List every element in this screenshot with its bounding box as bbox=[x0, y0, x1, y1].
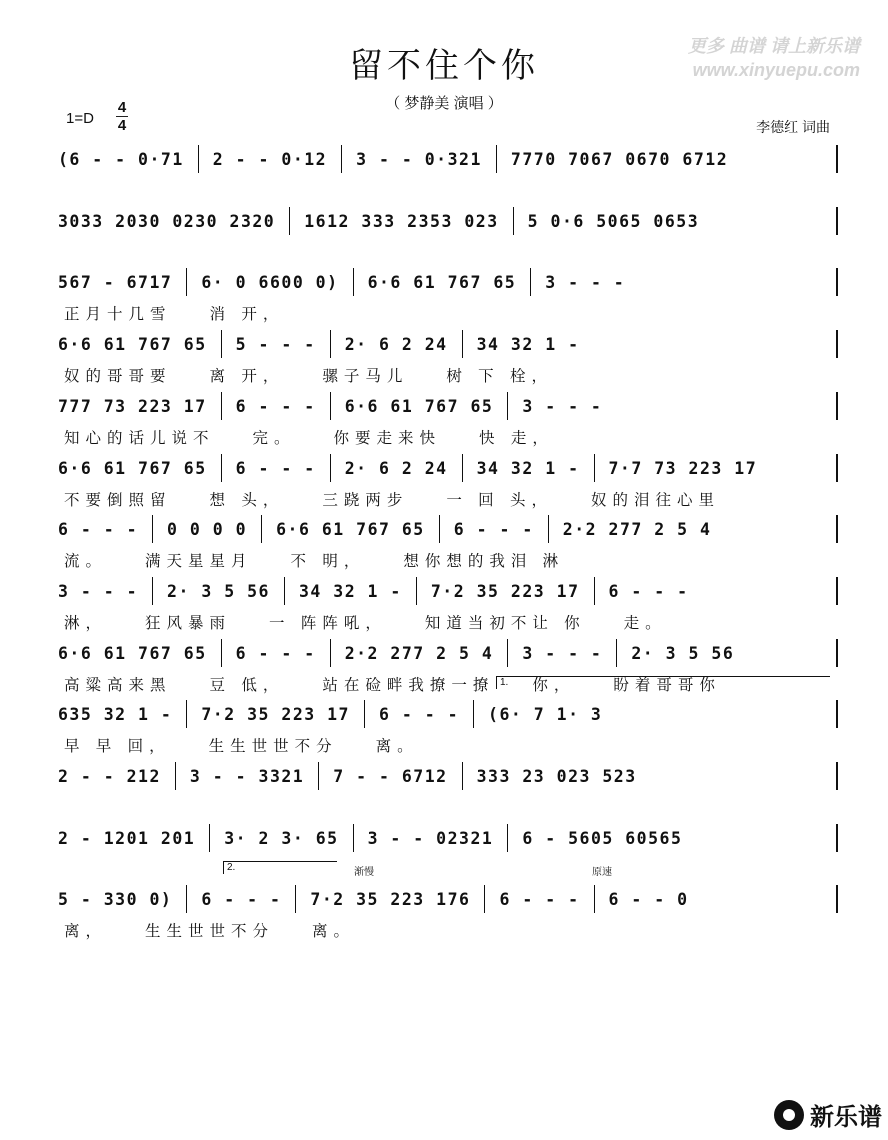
song-title: 留不住个你 bbox=[349, 46, 539, 86]
measure: 3 - - 02321 bbox=[367, 828, 494, 848]
lyrics-line bbox=[58, 364, 838, 386]
lyric-segment: 走。 bbox=[623, 615, 667, 632]
notes-line bbox=[58, 268, 838, 296]
time-top: 4 bbox=[117, 99, 127, 116]
measure: 6 - - - bbox=[499, 889, 580, 909]
notes-line bbox=[58, 330, 838, 358]
barline bbox=[289, 207, 290, 235]
measure: 6 - - 0 bbox=[608, 889, 689, 909]
lyric-segment: 狂风暴雨 bbox=[145, 615, 232, 632]
barline bbox=[548, 515, 549, 543]
barline bbox=[221, 454, 222, 482]
measure: 2· 3 5 56 bbox=[631, 643, 735, 663]
measure: 3 - - - bbox=[522, 643, 603, 663]
measure: 6·6 61 767 65 bbox=[58, 458, 207, 478]
lyric-segment: 知道当初不让 你 bbox=[424, 615, 586, 632]
barline bbox=[439, 515, 440, 543]
lyric-segment: 想你想的我泪 淋 bbox=[403, 553, 565, 570]
record-icon bbox=[774, 1100, 804, 1130]
notes-line bbox=[58, 454, 838, 482]
score-system bbox=[58, 392, 838, 448]
barline bbox=[186, 268, 187, 296]
watermark-line2: www.xinyuepu.com bbox=[692, 60, 860, 80]
score-system bbox=[58, 862, 838, 941]
barline bbox=[198, 145, 199, 173]
tempo-mark: 渐慢 bbox=[354, 867, 374, 878]
barline bbox=[594, 454, 595, 482]
measure: 3033 2030 0230 2320 bbox=[58, 211, 276, 231]
lyric-segment: 想 头， bbox=[209, 492, 285, 509]
barline bbox=[473, 700, 474, 728]
barline bbox=[507, 392, 508, 420]
notes-line bbox=[58, 392, 838, 420]
notes-line bbox=[58, 207, 838, 235]
barline bbox=[594, 885, 595, 913]
score-system bbox=[58, 145, 838, 201]
barline bbox=[209, 824, 210, 852]
score-system bbox=[58, 330, 838, 386]
barline-end bbox=[836, 145, 838, 173]
barline bbox=[513, 207, 514, 235]
measure: 3 - - - bbox=[58, 581, 139, 601]
logo-text: 新乐谱 bbox=[810, 1104, 882, 1131]
barline bbox=[152, 577, 153, 605]
barline bbox=[330, 639, 331, 667]
lyric-segment: 淋， bbox=[64, 615, 108, 632]
lyric-segment: 生生世世不分 bbox=[145, 923, 275, 940]
barline bbox=[152, 515, 153, 543]
measure: 34 32 1 - bbox=[476, 334, 580, 354]
barline bbox=[186, 700, 187, 728]
measure: 2·2 277 2 5 4 bbox=[344, 643, 494, 663]
measure: 7·7 73 223 17 bbox=[608, 458, 758, 478]
notes-line bbox=[58, 145, 838, 173]
measure: 6 - - - bbox=[201, 889, 282, 909]
time-signature bbox=[116, 100, 128, 133]
composer-credit: 李德红 词曲 bbox=[756, 119, 830, 135]
barline bbox=[507, 639, 508, 667]
measure: 1612 333 2353 023 bbox=[304, 211, 499, 231]
lyric-segment: 盼着哥哥你 bbox=[613, 677, 721, 694]
measure: 0 0 0 0 bbox=[167, 519, 248, 539]
barline bbox=[353, 268, 354, 296]
score-system bbox=[58, 824, 838, 880]
measure: 6 - - - bbox=[235, 396, 316, 416]
lyric-segment: 你要走来快 bbox=[333, 430, 442, 447]
barline bbox=[330, 330, 331, 358]
measure: 2· 6 2 24 bbox=[344, 458, 448, 478]
measure: 777 73 223 17 bbox=[58, 396, 207, 416]
barline bbox=[186, 885, 187, 913]
measure: 6·6 61 767 65 bbox=[344, 396, 494, 416]
barline-end bbox=[836, 207, 838, 235]
barline bbox=[341, 145, 342, 173]
measure: 34 32 1 - bbox=[298, 581, 402, 601]
lyric-segment: 你， bbox=[532, 677, 576, 694]
barline bbox=[484, 885, 485, 913]
measure: 3 - - - bbox=[522, 396, 603, 416]
barline bbox=[416, 577, 417, 605]
measure: 635 32 1 - bbox=[58, 704, 173, 724]
measure: 7770 7067 0670 6712 bbox=[510, 149, 729, 169]
barline-end bbox=[836, 885, 838, 913]
score-system bbox=[58, 762, 838, 818]
lyric-segment: 三跷两步 bbox=[322, 492, 409, 509]
score-system bbox=[58, 515, 838, 571]
barline bbox=[318, 762, 319, 790]
notes-line bbox=[58, 700, 838, 728]
lyrics-line bbox=[58, 549, 838, 571]
lyric-segment: 满天星星月 bbox=[145, 553, 253, 570]
notes-line bbox=[58, 762, 838, 790]
lyric-segment: 消 开， bbox=[209, 306, 285, 323]
lyric-segment: 早 早 回， bbox=[64, 738, 171, 755]
score-system bbox=[58, 207, 838, 263]
measure: 6 - - - bbox=[608, 581, 689, 601]
barline bbox=[295, 885, 296, 913]
measure: 6·6 61 767 65 bbox=[58, 334, 207, 354]
lyric-segment: 一 回 头， bbox=[446, 492, 553, 509]
barline bbox=[507, 824, 508, 852]
lyric-segment: 离 开， bbox=[209, 368, 285, 385]
score-system bbox=[58, 454, 838, 510]
barline bbox=[364, 700, 365, 728]
notes-line bbox=[58, 885, 838, 913]
barline bbox=[594, 577, 595, 605]
watermark-line1: 更多 曲谱 请上新乐谱 bbox=[687, 36, 860, 56]
measure: 6 - - - bbox=[378, 704, 460, 724]
lyric-segment: 生生世世不分 bbox=[208, 738, 338, 755]
watermark bbox=[688, 34, 860, 82]
barline bbox=[462, 330, 463, 358]
measure: 2·2 277 2 5 4 bbox=[562, 519, 712, 539]
measure: 2· 6 2 24 bbox=[344, 334, 448, 354]
measure: 6 - - - bbox=[235, 643, 316, 663]
lyric-segment: 不要倒照留 bbox=[64, 492, 172, 509]
lyric-segment: 骡子马儿 bbox=[322, 368, 409, 385]
measure: 6·6 61 767 65 bbox=[276, 519, 425, 539]
lyric-segment: 完。 bbox=[252, 430, 296, 447]
lyric-segment: 站在硷畔我撩一撩 bbox=[322, 677, 495, 694]
time-bottom: 4 bbox=[117, 117, 127, 134]
measure: 3 - - - bbox=[545, 272, 626, 292]
measure: 7·2 35 223 176 bbox=[310, 889, 471, 909]
lyric-segment: 奴的哥哥要 bbox=[64, 368, 172, 385]
measure: 6 - 5605 60565 bbox=[522, 828, 683, 848]
lyric-segment: 一 阵阵吼， bbox=[269, 615, 387, 632]
measure: 333 23 023 523 bbox=[476, 766, 637, 786]
measure: 5 - - - bbox=[235, 334, 316, 354]
lyric-segment: 知心的话儿说不 bbox=[64, 430, 215, 447]
lyrics-line bbox=[58, 302, 838, 324]
notes-line bbox=[58, 515, 838, 543]
lyric-segment: 离。 bbox=[312, 923, 356, 940]
barline-end bbox=[836, 639, 838, 667]
barline-end bbox=[836, 330, 838, 358]
measure: 6· 0 6600 0) bbox=[201, 272, 339, 292]
volta-bracket: 2. bbox=[223, 861, 337, 874]
lyrics-line bbox=[58, 734, 838, 756]
notes-line bbox=[58, 577, 838, 605]
lyric-segment: 正月十几雪 bbox=[64, 306, 172, 323]
measure: 6·6 61 767 65 bbox=[58, 643, 207, 663]
measure: 7·2 35 223 17 bbox=[430, 581, 580, 601]
lyric-segment: 树 下 栓， bbox=[446, 368, 553, 385]
barline-end bbox=[836, 454, 838, 482]
notes-line bbox=[58, 639, 838, 667]
lyric-segment: 奴的泪往心里 bbox=[590, 492, 720, 509]
barline bbox=[616, 639, 617, 667]
barline-end bbox=[836, 515, 838, 543]
barline-end bbox=[836, 824, 838, 852]
barline bbox=[175, 762, 176, 790]
barline bbox=[221, 330, 222, 358]
measure: 567 - 6717 bbox=[58, 272, 173, 292]
measure: 3· 2 3· 65 bbox=[224, 828, 339, 848]
lyrics-line bbox=[58, 426, 838, 448]
barline-end bbox=[836, 577, 838, 605]
measure: 7 - - 6712 bbox=[333, 766, 448, 786]
barline bbox=[221, 639, 222, 667]
barline bbox=[330, 392, 331, 420]
lyric-segment: 高粱高来黑 bbox=[64, 677, 172, 694]
barline bbox=[496, 145, 497, 173]
measure: (6 - - 0·71 bbox=[58, 149, 184, 169]
barline-end bbox=[836, 762, 838, 790]
lyrics-line bbox=[58, 611, 838, 633]
barline bbox=[462, 762, 463, 790]
barline bbox=[284, 577, 285, 605]
barline bbox=[221, 392, 222, 420]
volta-bracket: 1. bbox=[496, 676, 830, 689]
measure: 3 - - 0·321 bbox=[356, 149, 482, 169]
measure: (6· 7 1· 3 bbox=[488, 704, 603, 724]
measure: 6 - - - bbox=[235, 458, 316, 478]
lyric-segment: 离。 bbox=[375, 738, 419, 755]
measure: 2 - 1201 201 bbox=[58, 828, 196, 848]
score-system bbox=[58, 268, 838, 324]
measure: 2 - - 212 bbox=[58, 766, 161, 786]
barline bbox=[462, 454, 463, 482]
lyric-segment: 豆 低， bbox=[209, 677, 285, 694]
score-system bbox=[58, 577, 838, 633]
lyric-segment: 快 走， bbox=[479, 430, 554, 447]
lyric-segment: 离， bbox=[64, 923, 108, 940]
measure: 2 - - 0·12 bbox=[212, 149, 328, 169]
barline bbox=[530, 268, 531, 296]
measure: 6·6 61 767 65 bbox=[367, 272, 517, 292]
measure: 5 0·6 5065 0653 bbox=[527, 211, 700, 231]
site-logo bbox=[774, 1097, 882, 1132]
measure: 6 - - - bbox=[453, 519, 534, 539]
notes-line bbox=[58, 824, 838, 852]
barline-end bbox=[836, 700, 838, 728]
barline bbox=[261, 515, 262, 543]
lyrics-line bbox=[58, 919, 838, 941]
tempo-mark: 原速 bbox=[592, 867, 612, 878]
measure: 34 32 1 - bbox=[476, 458, 580, 478]
barline-end bbox=[836, 392, 838, 420]
key-signature: 1=D bbox=[66, 110, 94, 127]
performer: （ 梦静美 演唱 ） bbox=[385, 95, 503, 112]
barline-end bbox=[836, 268, 838, 296]
measure: 5 - 330 0) bbox=[58, 889, 173, 909]
lyric-segment: 流。 bbox=[64, 553, 108, 570]
barline bbox=[330, 454, 331, 482]
lyrics-line bbox=[58, 488, 838, 510]
measure: 6 - - - bbox=[58, 519, 139, 539]
barline bbox=[353, 824, 354, 852]
lyric-segment: 不 明， bbox=[290, 553, 366, 570]
measure: 3 - - 3321 bbox=[189, 766, 305, 786]
measure: 2· 3 5 56 bbox=[167, 581, 270, 601]
measure: 7·2 35 223 17 bbox=[201, 704, 350, 724]
